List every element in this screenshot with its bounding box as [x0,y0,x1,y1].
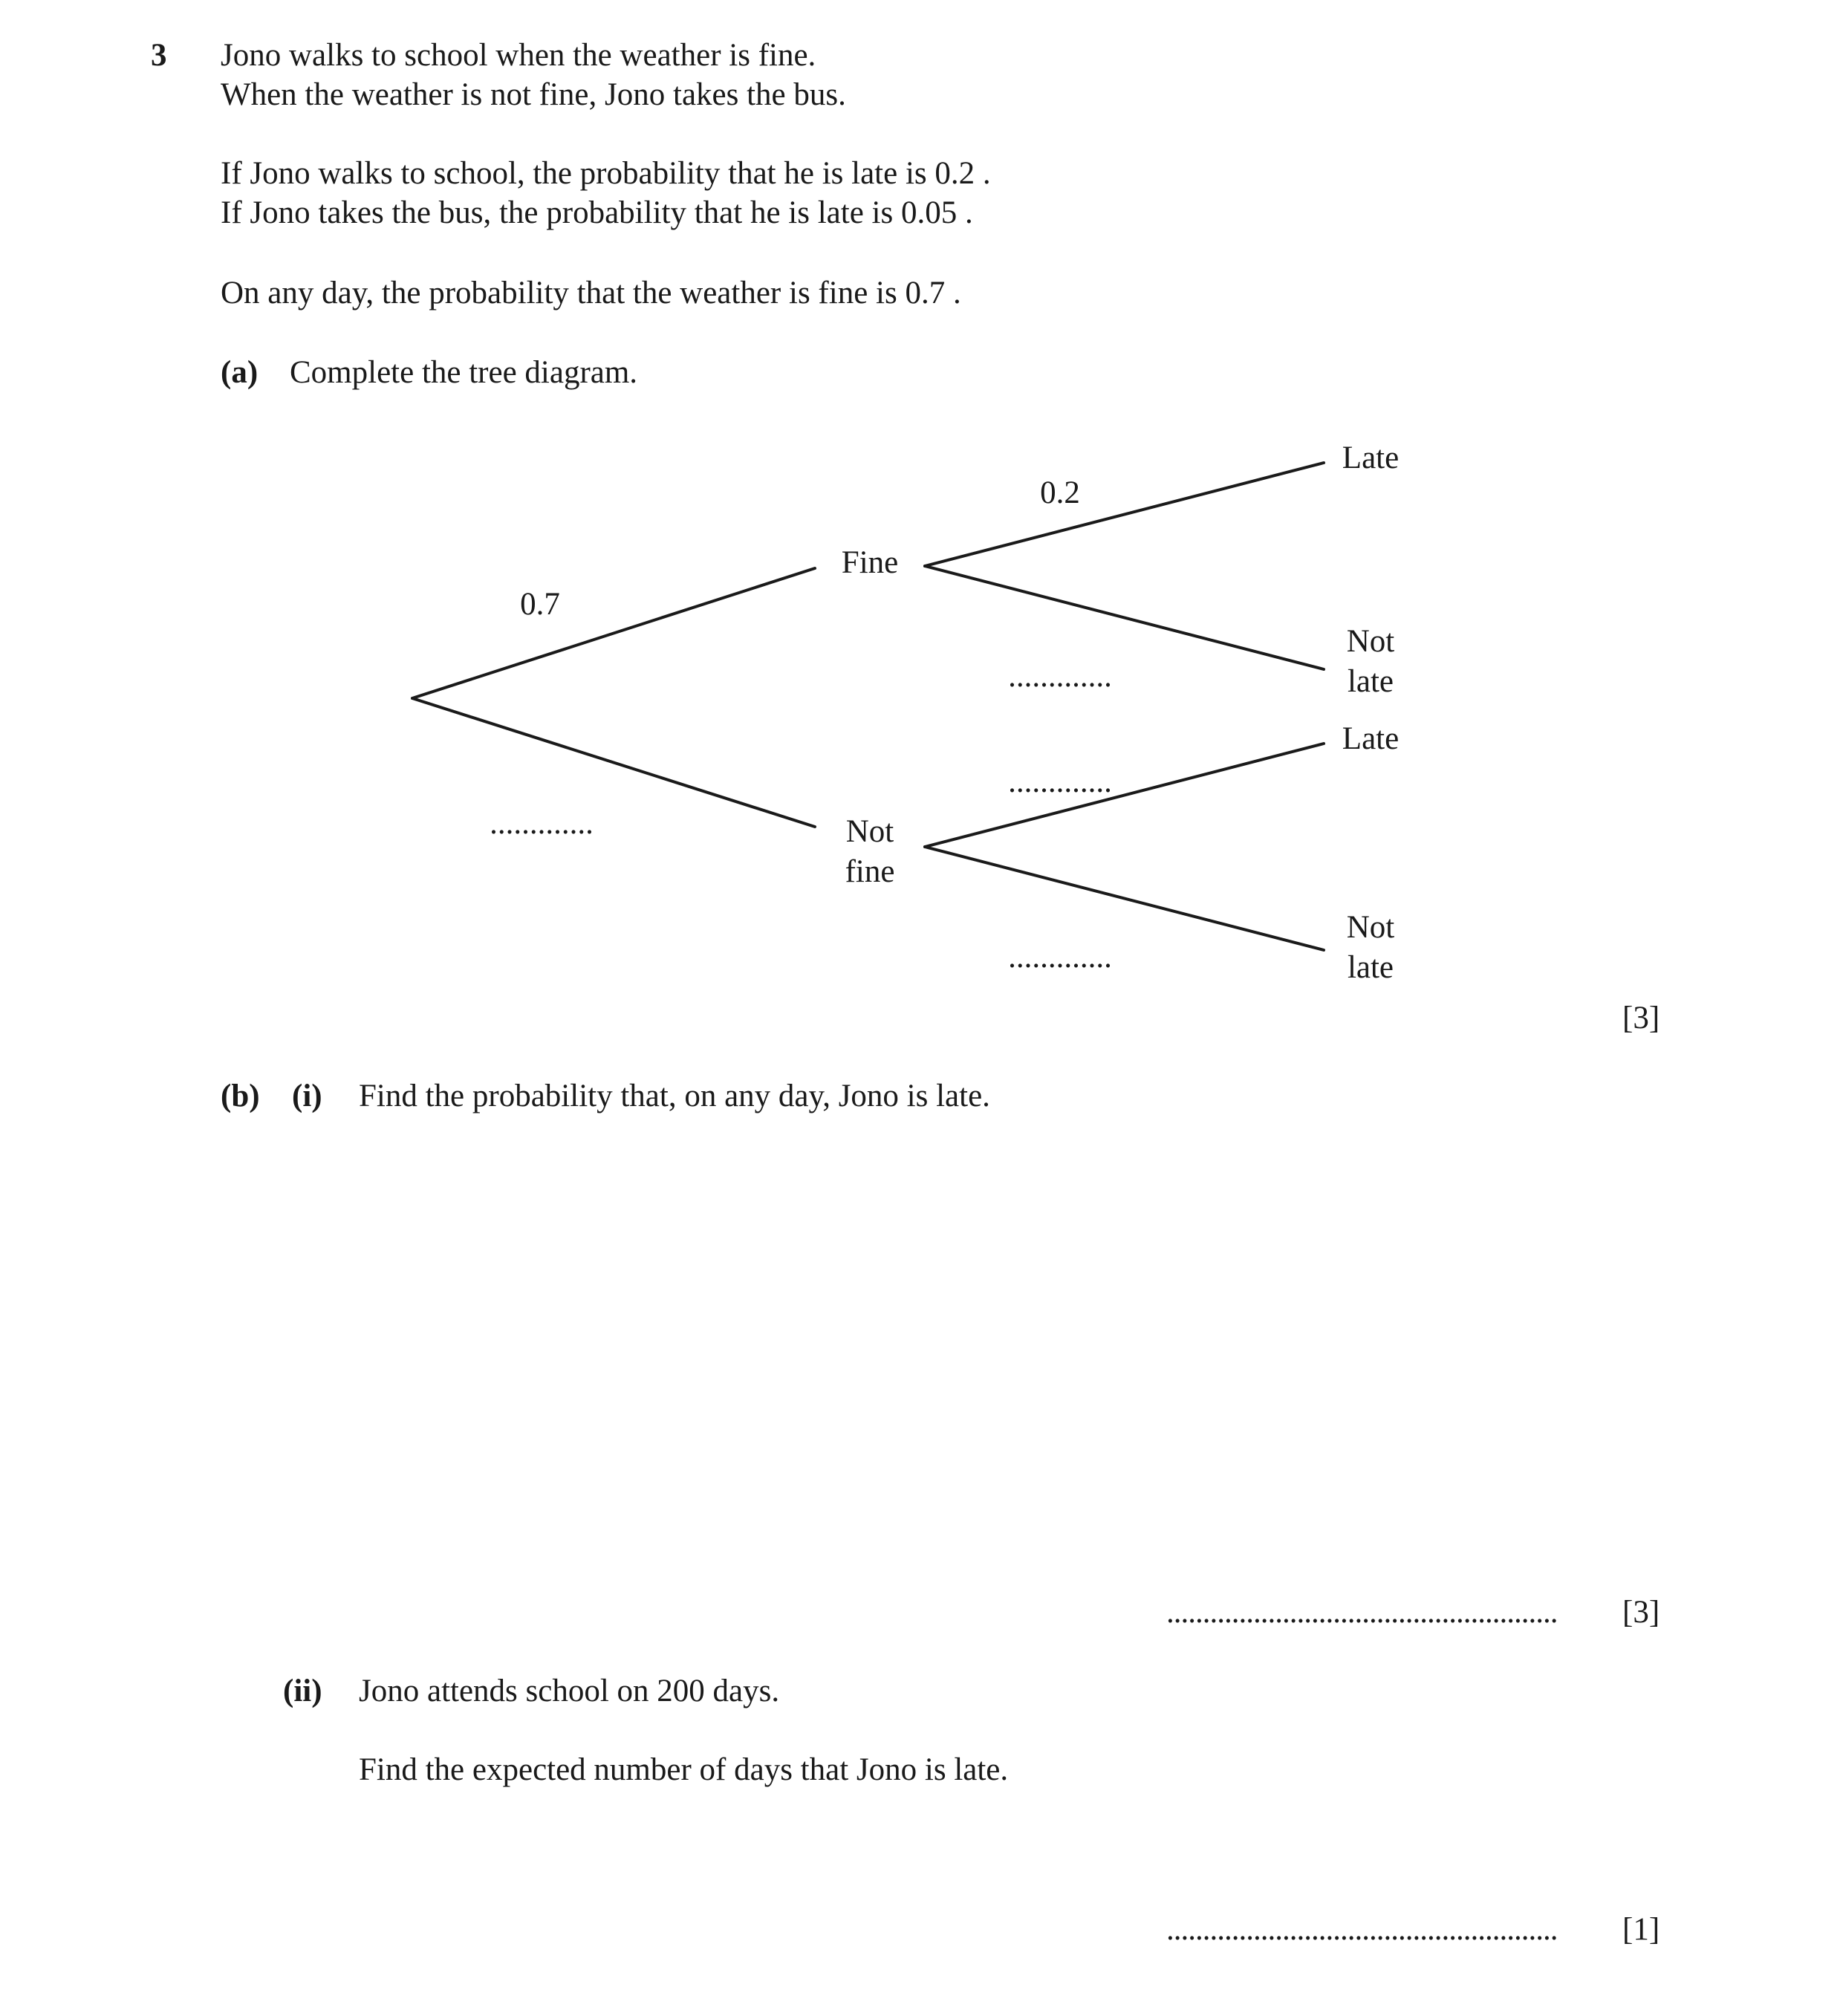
root-fine-probability: 0.7 [520,587,560,622]
branch-notfine-late [925,744,1324,847]
part-a-label: (a) [221,355,259,390]
part-b-label: (b) [221,1079,260,1113]
walk-late-probability: If Jono walks to school, the probability that he is late is 0.2 . [221,156,991,191]
notfine-node-line-1: Not [845,814,894,849]
branch-fine-late [925,463,1324,566]
part-b-ii-answer-line[interactable]: ...................................................... [1166,1912,1558,1947]
outcome-fine-late: Late [1342,440,1400,475]
outcome-notfine-notlate-line-2: late [1347,950,1394,985]
outcome-notfine-notlate [1347,908,1395,988]
branch-root-fine [412,568,815,698]
part-a-marks: [3] [1622,1001,1660,1035]
fine-notlate-blank[interactable]: ............. [1008,659,1112,694]
outcome-fine-notlate-line-1: Not [1346,624,1395,659]
part-b-i-text: Find the probability that, on any day, Jono is late. [359,1079,990,1113]
outcome-fine-notlate [1347,622,1395,702]
part-b-i-answer-line[interactable]: ...................................................... [1166,1595,1558,1630]
part-b-ii-label: (ii) [283,1674,322,1708]
branch-root-notfine [412,698,815,827]
part-b-i-marks: [3] [1622,1595,1660,1630]
intro-line-1: Jono walks to school when the weather is fine. [221,38,816,73]
branch-notfine-notlate [925,847,1324,950]
root-notfine-blank[interactable]: ............. [490,806,594,841]
part-b-ii-marks: [1] [1622,1912,1660,1947]
part-b-ii-text: Jono attends school on 200 days. [359,1674,780,1708]
question-number: 3 [151,38,167,73]
part-b-i-label: (i) [292,1079,322,1113]
outcome-notfine-late: Late [1342,721,1400,756]
part-b-ii-text2: Find the expected number of days that Jono is late. [359,1752,1009,1787]
notfine-node-label [845,812,895,892]
fine-node-label: Fine [841,545,899,580]
notfine-notlate-blank[interactable]: ............. [1008,940,1112,975]
notfine-late-blank[interactable]: ............. [1008,764,1112,799]
outcome-fine-notlate-line-2: late [1347,664,1394,699]
part-a-text: Complete the tree diagram. [290,355,638,390]
intro-line-2: When the weather is not fine, Jono takes the bus. [221,77,846,112]
notfine-node-line-2: fine [845,854,895,889]
weather-probability: On any day, the probability that the weather is fine is 0.7 . [221,276,961,310]
outcome-notfine-notlate-line-1: Not [1346,910,1395,945]
bus-late-probability: If Jono takes the bus, the probability that he is late is 0.05 . [221,195,973,230]
fine-late-probability: 0.2 [1040,475,1080,510]
branch-fine-notlate [925,566,1324,669]
